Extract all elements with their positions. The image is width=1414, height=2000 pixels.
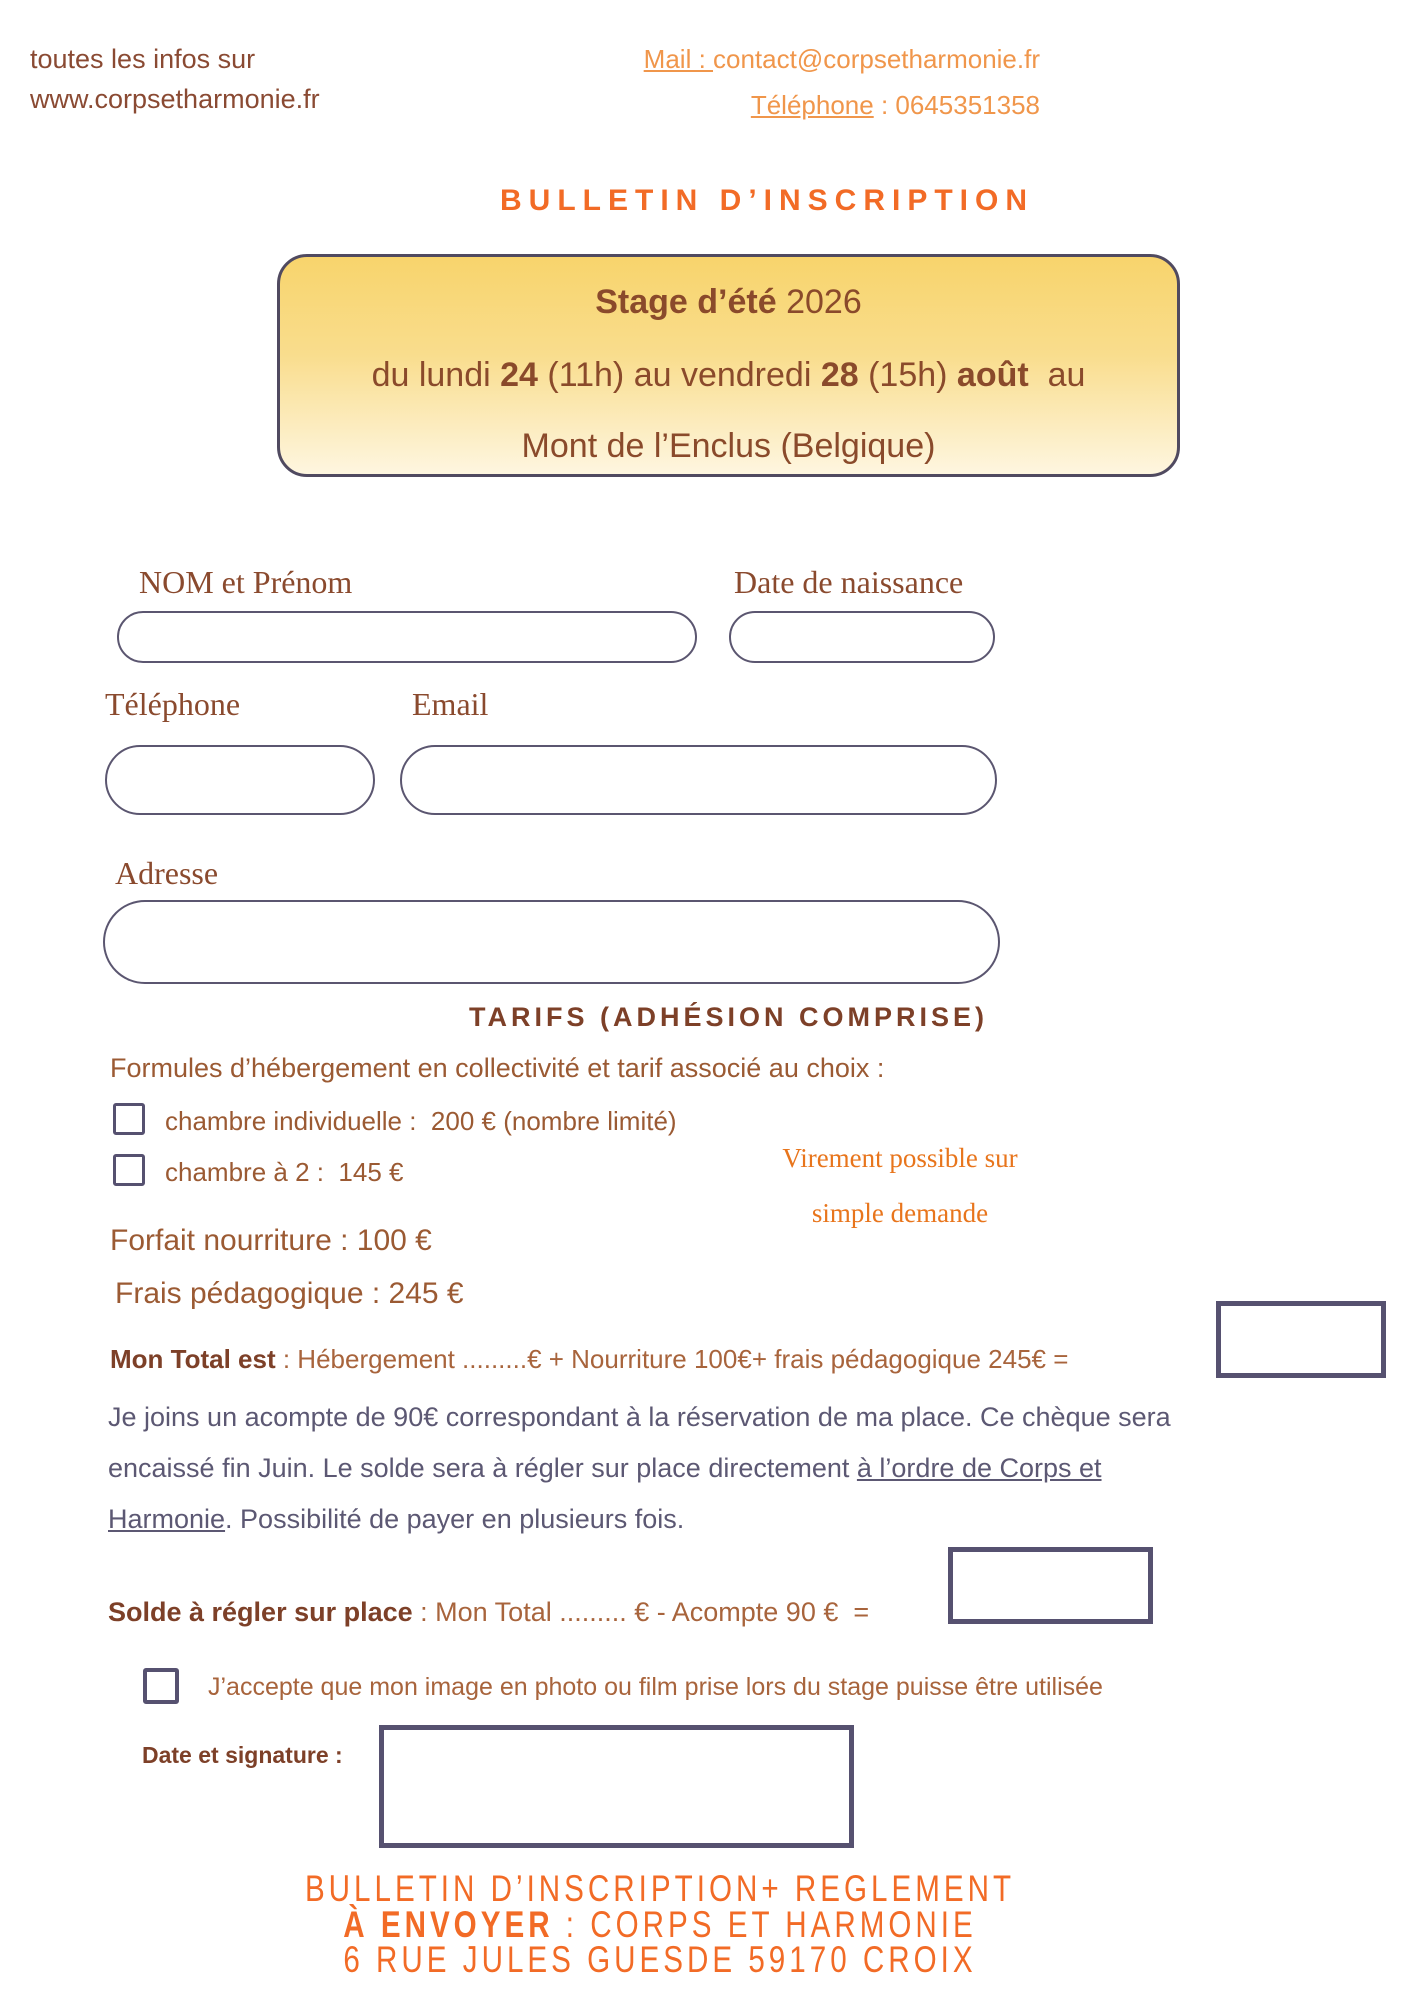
total-line-formula: : Hébergement .........€ + Nourriture 100€+ frais pédagogique 245€ = — [275, 1344, 1069, 1374]
site-url: www.corpsetharmonie.fr — [30, 84, 320, 114]
banner-time-text: (15h) — [858, 356, 957, 394]
phone-field-label: Téléphone — [105, 686, 241, 722]
phone-value: : 0645351358 — [873, 90, 1040, 120]
balance-line — [108, 1597, 869, 1628]
site-info-line1: toutes les infos sur — [30, 44, 256, 74]
banner-au-text: au — [1028, 356, 1086, 394]
footer-org-name: : CORPS ET HARMONIE — [553, 1904, 977, 1945]
banner-event-name: Stage d’été — [595, 283, 777, 321]
single-room-label: chambre individuelle : 200 € (nombre limité) — [165, 1106, 677, 1136]
banner-line1 — [280, 283, 1177, 322]
contact-phone-line — [540, 90, 1040, 121]
email-input[interactable] — [400, 745, 997, 815]
banner-dates-text: du lundi — [371, 356, 501, 394]
transfer-note-line2: simple demande — [811, 1198, 989, 1228]
teaching-cost: Frais pédagogique : 245 € — [115, 1277, 464, 1310]
footer-send-label: À ENVOYER — [343, 1904, 554, 1945]
deposit-line2-start: encaissé fin Juin. Le solde sera à régler sur place directement — [108, 1453, 857, 1483]
tarifs-heading: TARIFS (ADHÉSION COMPRISE) — [468, 1002, 988, 1032]
signature-label: Date et signature : — [142, 1742, 343, 1768]
total-line — [110, 1344, 1068, 1375]
deposit-line3-end: . Possibilité de payer en plusieurs fois. — [225, 1504, 685, 1534]
double-room-label: chambre à 2 : 145 € — [165, 1157, 404, 1187]
image-consent-checkbox[interactable] — [143, 1668, 179, 1704]
deposit-paragraph-line2 — [108, 1453, 1102, 1484]
footer-line1: BULLETIN D’INSCRIPTION+ REGLEMENT — [304, 1868, 1016, 1909]
footer-address: 6 RUE JULES GUESDE 59170 CROIX — [343, 1939, 977, 1980]
birthdate-input[interactable] — [729, 611, 995, 663]
phone-label-link[interactable]: Téléphone — [750, 90, 874, 120]
name-label: NOM et Prénom — [139, 564, 353, 600]
deposit-payee-part2: Harmonie — [108, 1504, 226, 1534]
balance-line-formula: : Mon Total ......... € - Acompte 90 € = — [412, 1597, 870, 1627]
address-label: Adresse — [115, 855, 219, 891]
deposit-paragraph-line1: Je joins un acompte de 90€ correspondant à la réservation de ma place. Ce chèque sera — [108, 1402, 1171, 1432]
event-banner — [277, 254, 1180, 477]
banner-mid-text: (11h) au vendredi — [537, 356, 821, 394]
mail-label-link[interactable]: Mail : — [643, 44, 714, 74]
phone-input[interactable] — [105, 745, 375, 815]
banner-month: août — [956, 356, 1029, 394]
name-input[interactable] — [117, 611, 697, 663]
total-line-bold: Mon Total est — [110, 1344, 276, 1374]
birthdate-label: Date de naissance — [734, 564, 964, 600]
banner-location: Mont de l’Enclus (Belgique) — [521, 427, 936, 465]
address-input[interactable] — [103, 900, 1000, 984]
image-consent-label: J’accepte que mon image en photo ou film prise lors du stage puisse être utilisée — [208, 1673, 1103, 1701]
email-label: Email — [412, 686, 489, 722]
deposit-paragraph-line3 — [108, 1504, 684, 1535]
signature-box[interactable] — [379, 1725, 854, 1848]
mail-value[interactable]: contact@corpsetharmonie.fr — [713, 44, 1040, 74]
banner-end-day: 28 — [820, 356, 859, 394]
tarifs-intro: Formules d’hébergement en collectivité et tarif associé au choix : — [110, 1053, 885, 1083]
deposit-payee-part1: à l’ordre de Corps et — [856, 1453, 1102, 1483]
banner-start-day: 24 — [500, 356, 538, 394]
contact-email-line — [540, 44, 1040, 75]
total-amount-box[interactable] — [1216, 1301, 1386, 1378]
banner-line2 — [280, 356, 1177, 395]
balance-line-bold: Solde à régler sur place — [108, 1597, 413, 1627]
page-title: BULLETIN D’INSCRIPTION — [500, 184, 1034, 217]
double-room-checkbox[interactable] — [113, 1154, 145, 1186]
food-cost: Forfait nourriture : 100 € — [110, 1224, 432, 1257]
balance-amount-box[interactable] — [948, 1547, 1153, 1624]
banner-event-year: 2026 — [776, 283, 862, 321]
single-room-checkbox[interactable] — [113, 1103, 145, 1135]
transfer-note-line1: Virement possible sur — [782, 1143, 1018, 1173]
